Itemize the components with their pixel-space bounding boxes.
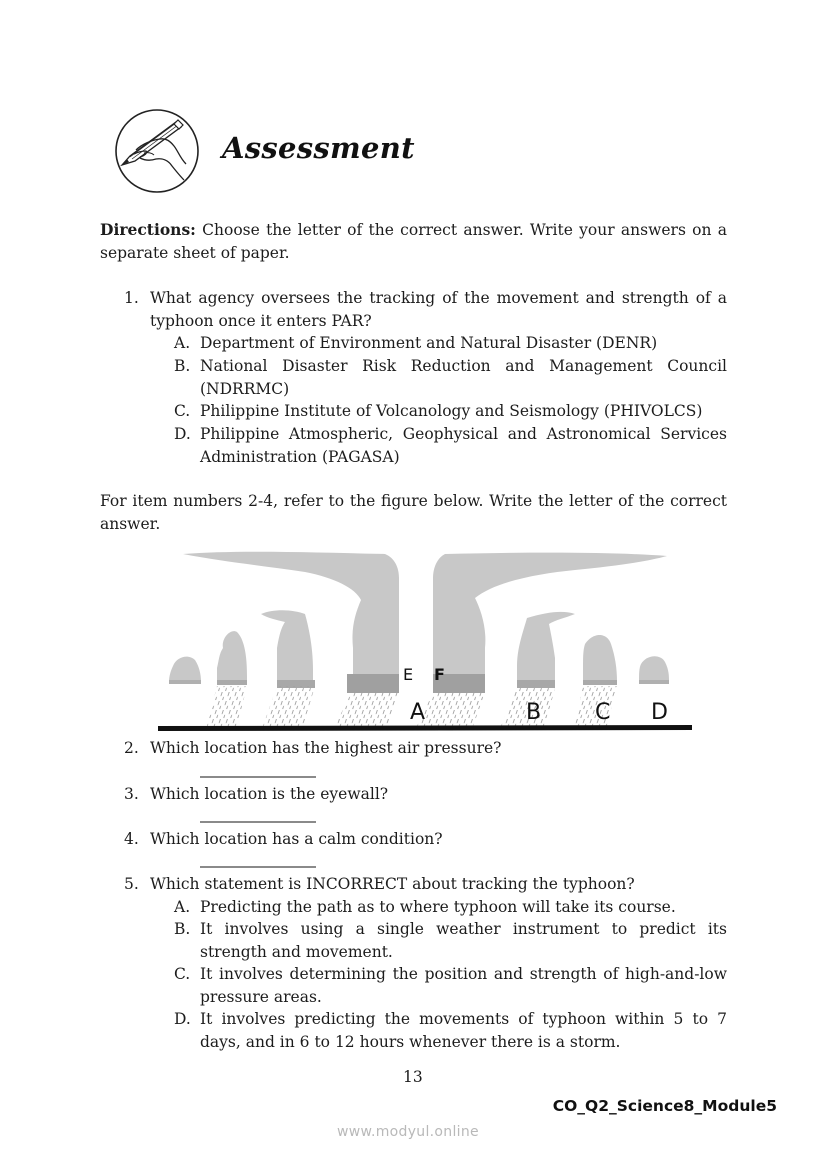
hand-writing-with-pencil-icon — [114, 108, 200, 194]
question-1-text: What agency oversees the tracking of the movement and strength of a typhoon once it enters PAR? — [150, 289, 727, 330]
question-1-number: 1. — [124, 289, 139, 307]
directions-text — [100, 219, 727, 264]
question-5-option-a: Predicting the path as to where typhoon will take its course. — [200, 898, 676, 916]
question-3-number: 3. — [124, 785, 139, 803]
question-4-number: 4. — [124, 830, 139, 848]
question-5-option-b-letter: B. — [174, 920, 191, 938]
question-5-option-b: It involves using a single weather instrument to predict its strength and movement. — [200, 920, 727, 961]
question-5-number: 5. — [124, 875, 139, 893]
question-3-answer-blank[interactable] — [200, 821, 316, 823]
question-1-option-d: Philippine Atmospheric, Geophysical and Astronomical Services Administration (PAGASA) — [200, 425, 727, 466]
location-label-c: C — [595, 700, 611, 725]
location-label-e: E — [403, 665, 414, 684]
question-2-text: Which location has the highest air pressure? — [150, 739, 502, 757]
page-title: Assessment — [222, 131, 415, 165]
directions-label: Directions: — [100, 220, 196, 239]
question-1-option-c-letter: C. — [174, 402, 191, 420]
ground-line — [158, 725, 692, 731]
question-1-option-c: Philippine Institute of Volcanology and Seismology (PHIVOLCS) — [200, 402, 703, 420]
location-label-d: D — [651, 700, 668, 725]
question-5-text: Which statement is INCORRECT about tracking the typhoon? — [150, 875, 635, 893]
module-code: CO_Q2_Science8_Module5 — [552, 1097, 777, 1115]
location-label-b: B — [526, 700, 542, 725]
directions-body: Choose the letter of the correct answer. Write your answers on a separate sheet of paper. — [100, 221, 727, 262]
question-1-option-a: Department of Environment and Natural Disaster (DENR) — [200, 334, 658, 352]
location-label-f: F — [434, 665, 445, 684]
question-4-text: Which location has a calm condition? — [150, 830, 443, 848]
question-5-option-d-letter: D. — [174, 1010, 191, 1028]
question-1-option-d-letter: D. — [174, 425, 191, 443]
question-3-text: Which location is the eyewall? — [150, 785, 389, 803]
question-4-answer-blank[interactable] — [200, 866, 316, 868]
location-label-a: A — [410, 700, 426, 725]
typhoon-cross-section-figure — [155, 548, 695, 733]
question-2-number: 2. — [124, 739, 139, 757]
question-1-option-a-letter: A. — [174, 334, 191, 352]
figure-intro-text: For item numbers 2-4, refer to the figure below. Write the letter of the correct answer. — [100, 492, 727, 533]
question-1-option-b: National Disaster Risk Reduction and Management Council (NDRRMC) — [200, 357, 727, 398]
question-5-option-c-letter: C. — [174, 965, 191, 983]
question-5-option-c: It involves determining the position and strength of high-and-low pressure areas. — [200, 965, 727, 1006]
watermark-link[interactable]: www.modyul.online — [337, 1124, 479, 1140]
question-5-option-a-letter: A. — [174, 898, 191, 916]
page-number: 13 — [403, 1068, 423, 1086]
question-1-option-b-letter: B. — [174, 357, 191, 375]
question-5-option-d: It involves predicting the movements of typhoon within 5 to 7 days, and in 6 to 12 hours whenever there is a storm. — [200, 1010, 727, 1051]
question-2-answer-blank[interactable] — [200, 776, 316, 778]
